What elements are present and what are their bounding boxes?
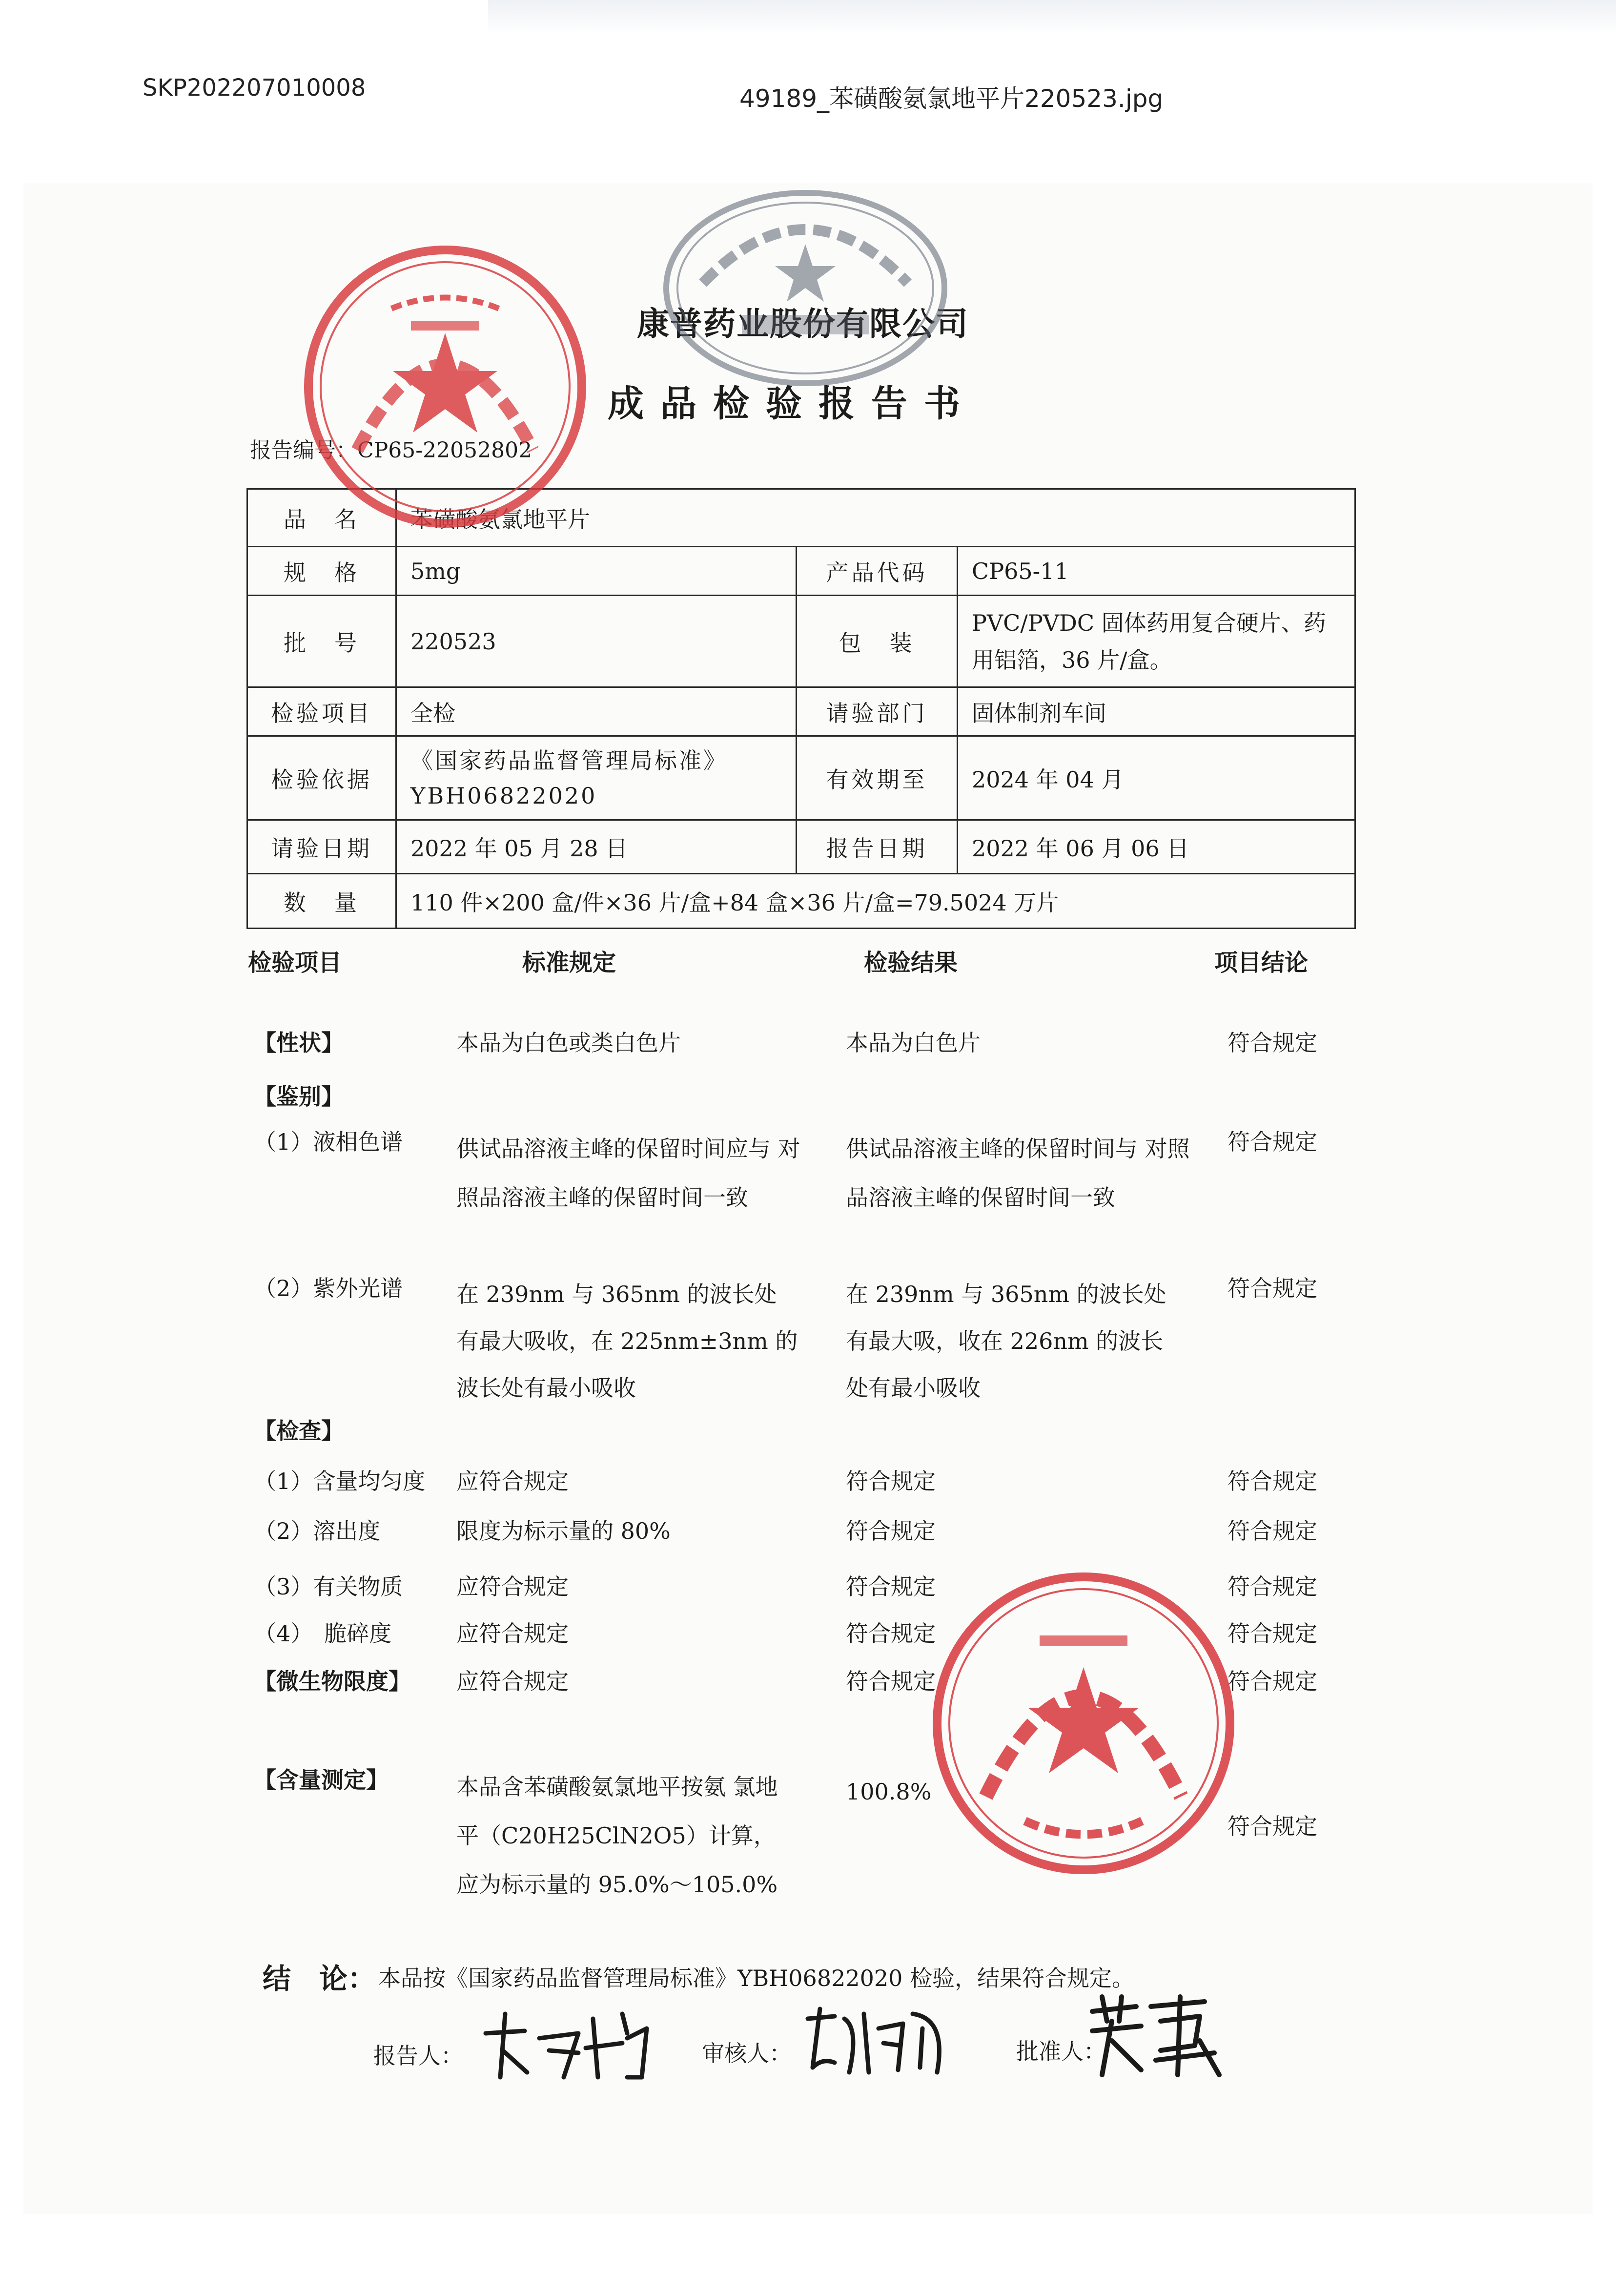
value-expiry: 2024 年 04 月 (958, 736, 1355, 820)
standard-related-substances: 应符合规定 (456, 1573, 569, 1600)
verdict-appearance: 符合规定 (1227, 1030, 1317, 1056)
approver-label: 批准人： (1016, 2038, 1106, 2065)
value-code: CP65-11 (958, 547, 1355, 596)
verdict-related-substances: 符合规定 (1227, 1573, 1317, 1600)
document-id: SKP202207010008 (143, 74, 366, 102)
table-row (247, 489, 1355, 547)
item-related-substances: （3）有关物质 (254, 1573, 403, 1600)
result-related-substances: 符合规定 (846, 1573, 936, 1600)
value-dept: 固体制剂车间 (958, 687, 1355, 736)
standard-appearance: 本品为白色或类白色片 (456, 1030, 681, 1056)
value-package: PVC/PVDC 固体药用复合硬片、药用铝箔，36 片/盒。 (958, 596, 1355, 687)
conclusion-label: 结 论： (263, 1962, 376, 1995)
verdict-microbial-limit: 符合规定 (1227, 1668, 1317, 1695)
value-basis: 《国家药品监督管理局标准》 YBH06822020 (396, 736, 797, 820)
label-batch: 批 号 (247, 596, 396, 687)
standard-uv: 在 239nm 与 365nm 的波长处 有最大吸收，在 225nm±3nm 的波长处有最小吸收 (456, 1281, 798, 1401)
section-assay: 【含量测定】 (254, 1767, 389, 1793)
standard-assay: 本品含苯磺酸氨氯地平按氨 氯地平（C20H25ClN2O5）计算， 应为标示量的 95.0%～105.0% (456, 1774, 778, 1898)
item-content-uniformity: （1）含量均匀度 (254, 1468, 426, 1494)
label-dept: 请验部门 (797, 687, 958, 736)
value-batch: 220523 (396, 596, 797, 687)
value-quantity: 110 件×200 盒/件×36 片/盒+84 盒×36 片/盒=79.5024 万片 (396, 874, 1355, 929)
standard-friability: 应符合规定 (456, 1620, 569, 1647)
standard-microbial-limit: 应符合规定 (456, 1668, 569, 1695)
company-name: 康普药业股份有限公司 (637, 305, 969, 343)
result-uv: 在 239nm 与 365nm 的波长处 有最大吸，收在 226nm 的波长 处有最小吸收 (846, 1281, 1166, 1401)
verdict-hplc: 符合规定 (1227, 1129, 1317, 1155)
value-product: 苯磺酸氨氯地平片 (396, 489, 1355, 547)
standard-hplc: 供试品溶液主峰的保留时间应与 对照品溶液主峰的保留时间一致 (456, 1136, 800, 1211)
table-row (247, 874, 1355, 929)
section-identification: 【鉴别】 (254, 1083, 344, 1110)
scan-top-band (488, 0, 1616, 34)
label-code: 产品代码 (797, 547, 958, 596)
value-request-date: 2022 年 05 月 28 日 (396, 820, 797, 874)
standard-dissolution: 限度为标示量的 80% (456, 1518, 671, 1544)
column-header-standard: 标准规定 (522, 949, 616, 976)
result-assay: 100.8% (846, 1779, 932, 1805)
item-dissolution: （2）溶出度 (254, 1518, 381, 1544)
result-microbial-limit: 符合规定 (846, 1668, 936, 1695)
result-friability: 符合规定 (846, 1620, 936, 1647)
report-number: 报告编号：CP65-22052802 (250, 438, 532, 463)
section-microbial-limit: 【微生物限度】 (254, 1668, 411, 1695)
product-info-table (246, 488, 1356, 929)
document-title: 成品检验报告书 (608, 383, 977, 425)
label-package: 包 装 (797, 596, 958, 687)
item-friability: （4） 脆碎度 (254, 1620, 392, 1647)
table-row (247, 547, 1355, 596)
value-report-date: 2022 年 06 月 06 日 (958, 820, 1355, 874)
label-expiry: 有效期至 (797, 736, 958, 820)
label-request-date: 请验日期 (247, 820, 396, 874)
verdict-dissolution: 符合规定 (1227, 1518, 1317, 1544)
result-content-uniformity: 符合规定 (846, 1468, 936, 1494)
table-row (247, 687, 1355, 736)
verdict-friability: 符合规定 (1227, 1620, 1317, 1647)
standard-content-uniformity: 应符合规定 (456, 1468, 569, 1494)
reporter-label: 报告人： (373, 2043, 463, 2069)
section-appearance: 【性状】 (254, 1030, 344, 1056)
section-tests: 【检查】 (254, 1418, 344, 1444)
result-appearance: 本品为白色片 (846, 1030, 981, 1056)
result-hplc: 供试品溶液主峰的保留时间与 对照品溶液主峰的保留时间一致 (846, 1136, 1190, 1211)
label-basis: 检验依据 (247, 736, 396, 820)
column-header-verdict: 项目结论 (1214, 949, 1309, 976)
label-spec: 规 格 (247, 547, 396, 596)
file-name: 49189_苯磺酸氨氯地平片220523.jpg (739, 84, 1164, 113)
value-item: 全检 (396, 687, 797, 736)
column-header-result: 检验结果 (864, 949, 958, 976)
value-spec: 5mg (396, 547, 797, 596)
label-item: 检验项目 (247, 687, 396, 736)
label-product: 品 名 (247, 489, 396, 547)
table-row (247, 820, 1355, 874)
table-row (247, 596, 1355, 687)
verdict-assay: 符合规定 (1227, 1813, 1317, 1840)
verdict-content-uniformity: 符合规定 (1227, 1468, 1317, 1494)
label-quantity: 数 量 (247, 874, 396, 929)
table-row (247, 736, 1355, 820)
conclusion-text: 本品按《国家药品监督管理局标准》YBH06822020 检验，结果符合规定。 (378, 1965, 1135, 1991)
item-uv: （2）紫外光谱 (254, 1275, 403, 1302)
result-dissolution: 符合规定 (846, 1518, 936, 1544)
verdict-uv: 符合规定 (1227, 1275, 1317, 1302)
column-header-item: 检验项目 (248, 949, 342, 976)
reviewer-label: 审核人： (702, 2040, 792, 2067)
item-hplc: （1）液相色谱 (254, 1129, 403, 1155)
label-report-date: 报告日期 (797, 820, 958, 874)
